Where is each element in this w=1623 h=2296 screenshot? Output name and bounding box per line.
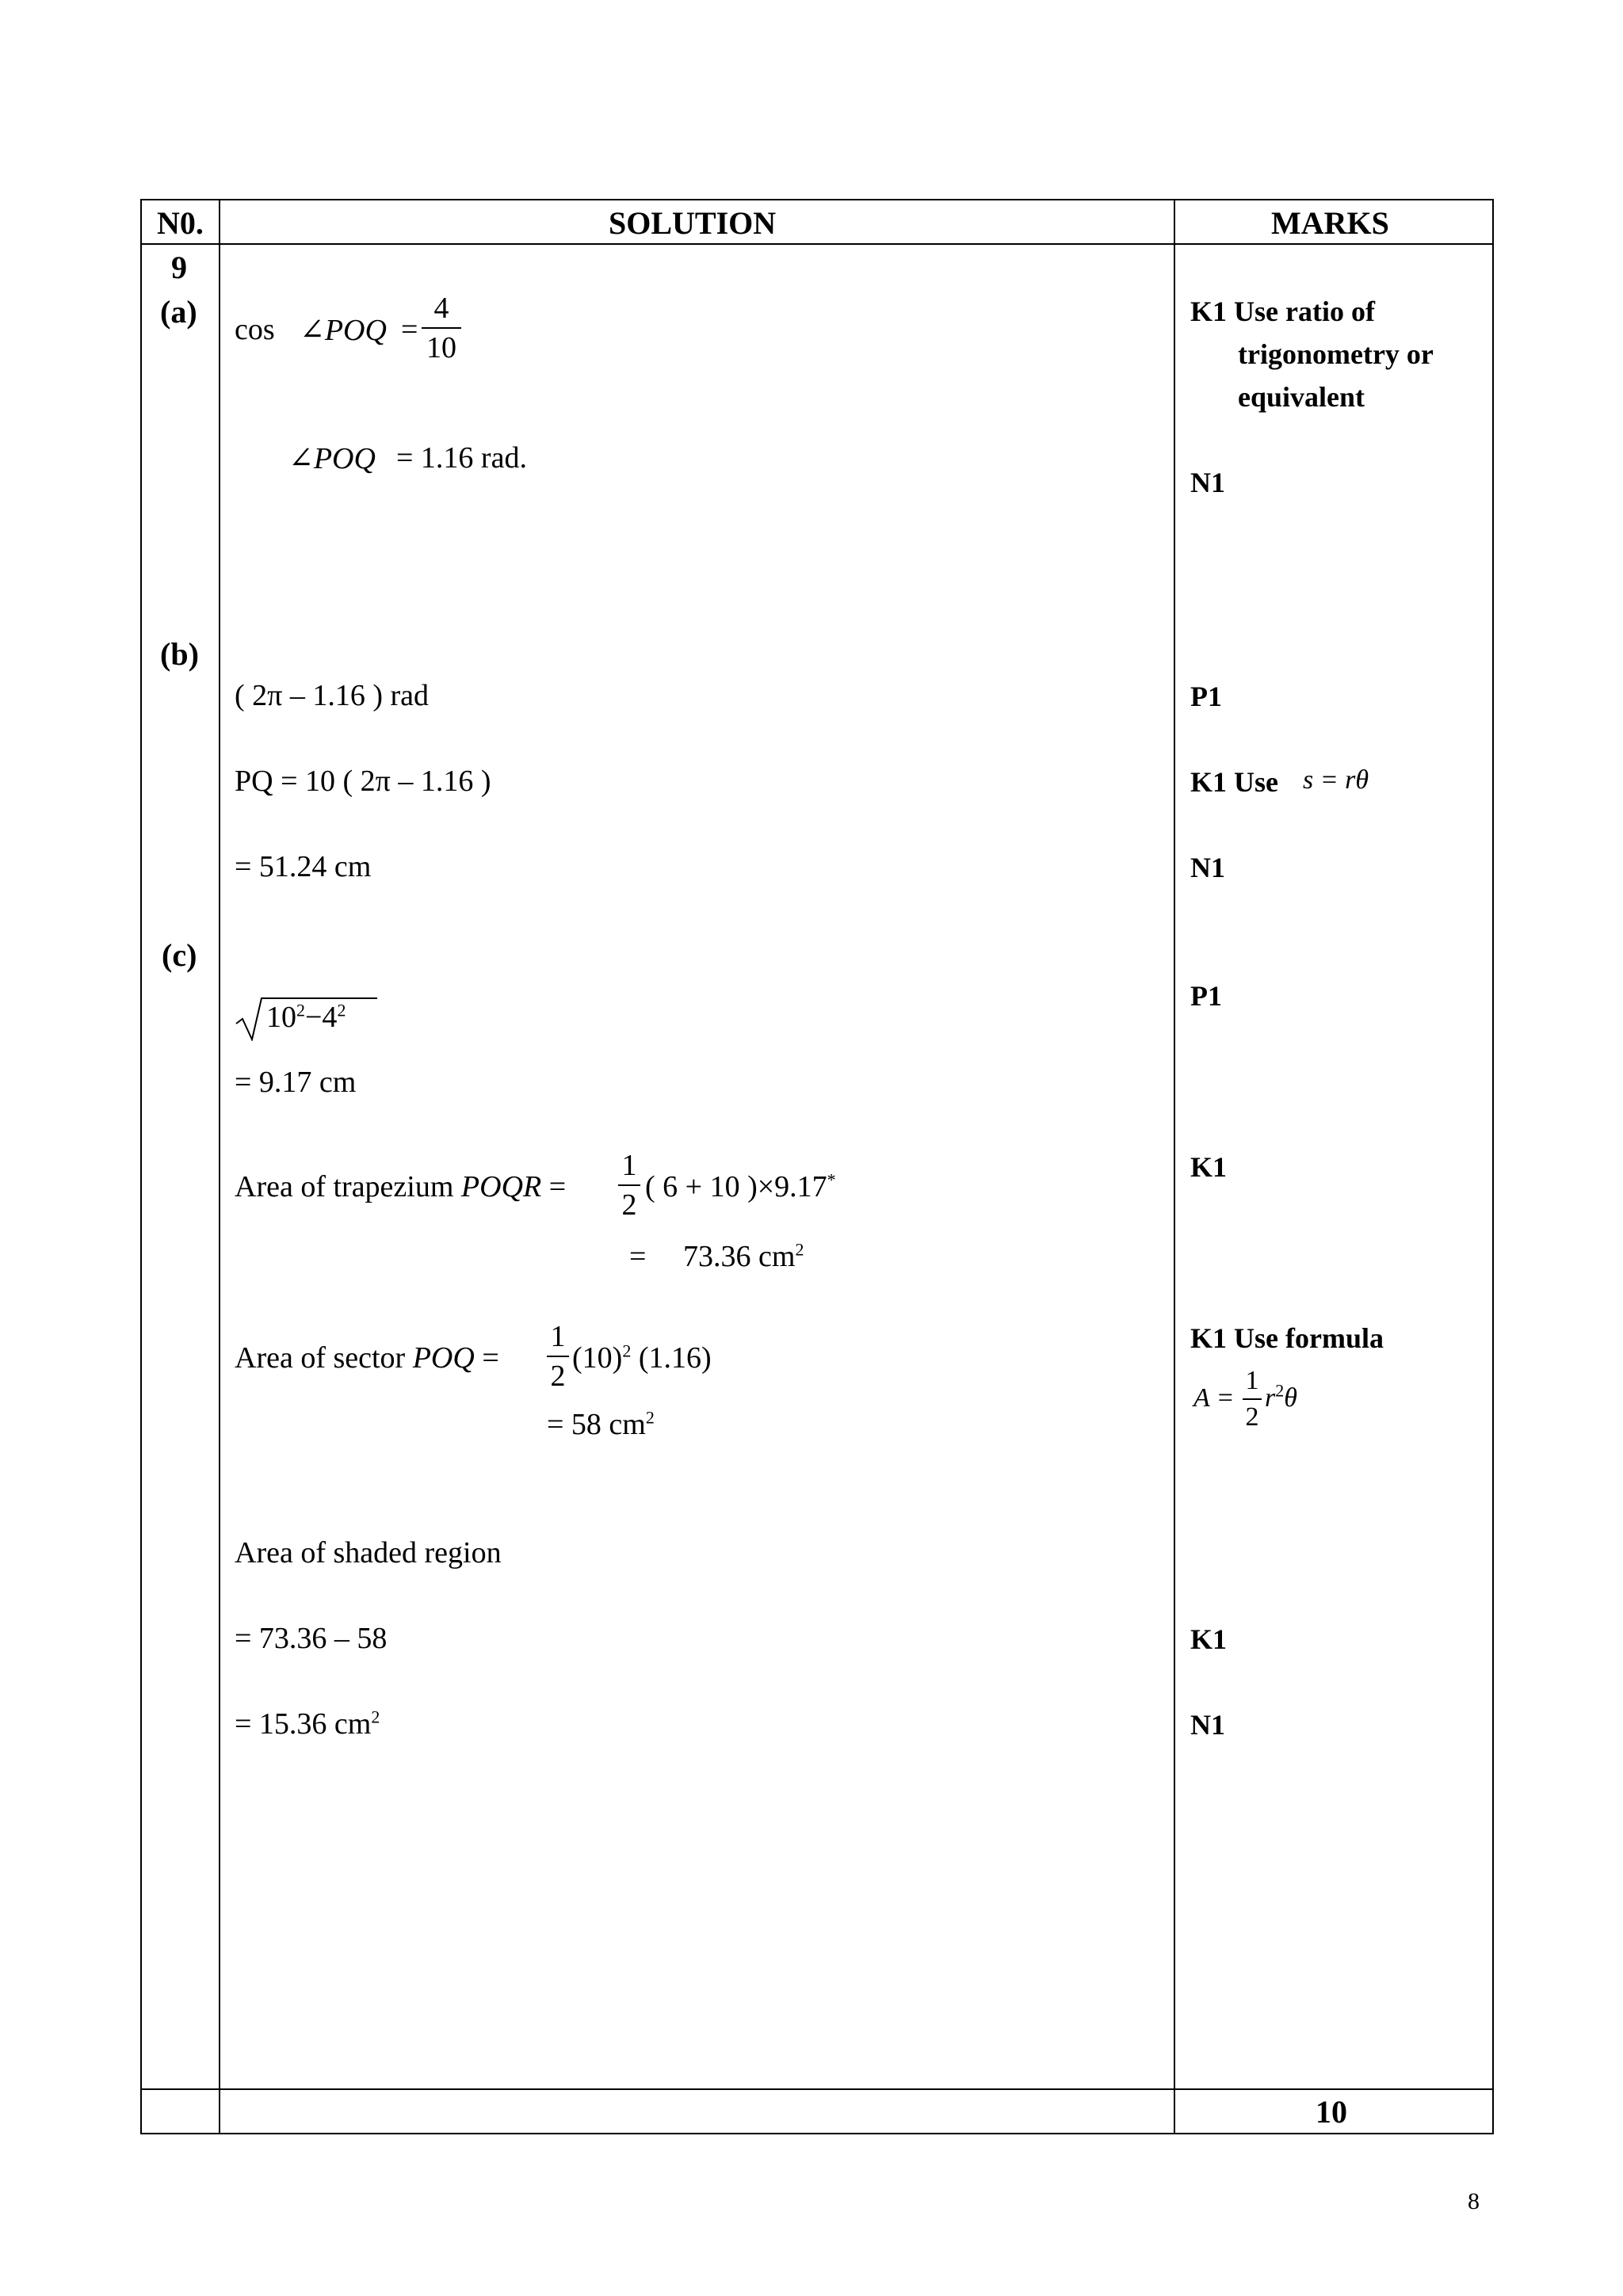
header-marks: MARKS bbox=[1271, 205, 1389, 241]
c-shaded-exp: 2 bbox=[371, 1707, 380, 1727]
c-trap-eq: = bbox=[541, 1170, 567, 1203]
mark-a-k1-line-1: K1 Use ratio of bbox=[1190, 296, 1375, 327]
a-angle-poq: ∠POQ bbox=[300, 314, 387, 347]
c-trap-frac-den: 2 bbox=[621, 1188, 637, 1222]
a-frac-num: 4 bbox=[433, 292, 449, 325]
c-sector-fraction bbox=[547, 1322, 569, 1391]
a-fraction bbox=[422, 293, 461, 363]
part-b-label: (b) bbox=[160, 636, 199, 672]
c-shaded-label: Area of shaded region bbox=[235, 1536, 502, 1569]
a-frac-bar bbox=[422, 327, 461, 329]
c-sector-expr-2: (1.16) bbox=[631, 1341, 712, 1375]
c-sector-line bbox=[235, 1341, 499, 1375]
c-sqrt-exp-2: 2 bbox=[337, 1000, 346, 1020]
mark-c-formula-rest bbox=[1265, 1380, 1297, 1413]
c-trap-expression bbox=[645, 1169, 836, 1204]
c-trap-result bbox=[683, 1239, 804, 1274]
c-sqrt-exp-1: 2 bbox=[296, 1000, 305, 1020]
mark-a-k1-line-3: equivalent bbox=[1238, 381, 1365, 413]
c-shaded-line-2 bbox=[235, 1707, 380, 1741]
c-trap-fraction bbox=[618, 1150, 640, 1220]
c-sector-frac-den: 2 bbox=[550, 1360, 566, 1393]
mark-b-n1: N1 bbox=[1190, 852, 1225, 883]
c-sqrt-minus: −4 bbox=[305, 1001, 338, 1034]
c-sqrt-result: = 9.17 cm bbox=[235, 1066, 357, 1099]
c-sector-result-value: = 58 cm bbox=[547, 1408, 646, 1441]
c-shaded-line-1: = 73.36 – 58 bbox=[235, 1622, 388, 1655]
mark-c-k1-trapezium: K1 bbox=[1190, 1151, 1228, 1183]
mark-b-p1: P1 bbox=[1190, 681, 1222, 712]
c-sector-label: Area of sector bbox=[235, 1341, 413, 1375]
mark-c-formula-r: r bbox=[1265, 1383, 1276, 1413]
header-no: N0. bbox=[157, 205, 204, 241]
c-trap-frac-num: 1 bbox=[621, 1149, 637, 1182]
question-number: 9 bbox=[171, 250, 187, 285]
c-sector-exp: 2 bbox=[622, 1341, 632, 1361]
mark-a-k1-line-2: trigonometry or bbox=[1238, 338, 1434, 370]
a-equals: = bbox=[401, 313, 418, 346]
c-sector-result bbox=[547, 1407, 655, 1442]
a-angle-poq-2: ∠POQ bbox=[288, 442, 376, 475]
mark-c-formula-a: A = bbox=[1193, 1383, 1235, 1413]
header-solution: SOLUTION bbox=[609, 205, 777, 241]
c-trap-result-eq: = bbox=[629, 1240, 647, 1273]
mark-b-formula: s = rθ bbox=[1303, 765, 1369, 795]
mark-c-formula-den: 2 bbox=[1245, 1402, 1259, 1432]
mark-c-k1-shaded: K1 bbox=[1190, 1623, 1228, 1655]
mark-c-p1: P1 bbox=[1190, 980, 1222, 1012]
b-line-1: ( 2π – 1.16 ) rad bbox=[235, 679, 430, 712]
c-sector-frac-bar bbox=[547, 1356, 569, 1357]
mark-c-n1: N1 bbox=[1190, 1709, 1225, 1741]
c-trap-frac-bar bbox=[618, 1184, 640, 1186]
c-sector-expression bbox=[572, 1341, 712, 1375]
mark-c-formula-exp: 2 bbox=[1275, 1380, 1285, 1401]
c-sector-name: POQ bbox=[412, 1341, 475, 1375]
total-marks: 10 bbox=[1316, 2094, 1347, 2130]
c-trapezium-line bbox=[235, 1169, 566, 1204]
c-sqrt-expression bbox=[266, 1000, 346, 1035]
mark-c-formula-bar bbox=[1243, 1398, 1262, 1400]
c-shaded-result: = 15.36 cm bbox=[235, 1707, 372, 1741]
page-number: 8 bbox=[1468, 2188, 1480, 2214]
c-trap-expr: ( 6 + 10 )×9.17 bbox=[645, 1170, 827, 1203]
b-line-3: = 51.24 cm bbox=[235, 850, 372, 883]
mark-c-formula-theta: θ bbox=[1284, 1383, 1297, 1413]
mark-c-formula-num: 1 bbox=[1245, 1366, 1259, 1395]
a-result: = 1.16 rad. bbox=[396, 441, 527, 475]
part-a-label: (a) bbox=[160, 294, 197, 330]
c-sector-expr-1: (10) bbox=[572, 1341, 623, 1375]
c-trap-label: Area of trapezium bbox=[235, 1170, 461, 1203]
c-sector-eq: = bbox=[474, 1341, 499, 1375]
c-sqrt-base: 10 bbox=[266, 1001, 296, 1034]
c-sector-result-exp: 2 bbox=[645, 1407, 655, 1428]
mark-b-k1: K1 Use bbox=[1190, 766, 1278, 798]
mark-c-formula bbox=[1193, 1383, 1235, 1413]
c-trap-name: POQR bbox=[460, 1170, 542, 1203]
mark-a-n1: N1 bbox=[1190, 467, 1225, 498]
c-trap-result-exp: 2 bbox=[795, 1239, 804, 1260]
b-line-2: PQ = 10 ( 2π – 1.16 ) bbox=[235, 765, 491, 798]
c-trap-star: * bbox=[827, 1169, 836, 1190]
c-trap-result-value: 73.36 cm bbox=[683, 1240, 796, 1273]
mark-c-k1-formula-label: K1 Use formula bbox=[1190, 1322, 1384, 1354]
part-c-label: (c) bbox=[162, 937, 197, 973]
a-cos: cos bbox=[235, 313, 275, 346]
mark-c-formula-fraction bbox=[1243, 1367, 1262, 1431]
a-frac-den: 10 bbox=[426, 331, 456, 364]
c-sector-frac-num: 1 bbox=[550, 1320, 566, 1353]
